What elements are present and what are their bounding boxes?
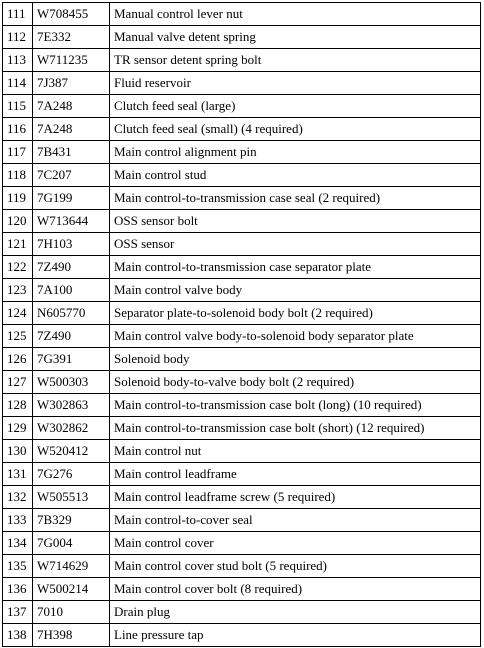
part-number-cell: W520412 <box>33 440 110 463</box>
description-cell: Clutch feed seal (large) <box>110 95 481 118</box>
table-row <box>3 118 481 141</box>
table-row <box>3 141 481 164</box>
description-cell: Main control-to-transmission case bolt (long) (10 required) <box>110 394 481 417</box>
item-number-cell: 137 <box>3 601 33 624</box>
part-number-cell: 7E332 <box>33 26 110 49</box>
description-cell: Main control-to-transmission case separator plate <box>110 256 481 279</box>
description-cell: OSS sensor bolt <box>110 210 481 233</box>
item-number-cell: 127 <box>3 371 33 394</box>
item-number-cell: 121 <box>3 233 33 256</box>
table-row <box>3 3 481 26</box>
part-number-cell: W500303 <box>33 371 110 394</box>
table-row <box>3 95 481 118</box>
part-number-cell: 7Z490 <box>33 256 110 279</box>
description-cell: Main control nut <box>110 440 481 463</box>
description-cell: Main control cover <box>110 532 481 555</box>
table-row <box>3 325 481 348</box>
item-number-cell: 125 <box>3 325 33 348</box>
description-cell: Solenoid body <box>110 348 481 371</box>
description-cell: Main control alignment pin <box>110 141 481 164</box>
part-number-cell: W708455 <box>33 3 110 26</box>
part-number-cell: W713644 <box>33 210 110 233</box>
parts-table <box>2 2 481 647</box>
description-cell: OSS sensor <box>110 233 481 256</box>
item-number-cell: 122 <box>3 256 33 279</box>
item-number-cell: 134 <box>3 532 33 555</box>
item-number-cell: 133 <box>3 509 33 532</box>
table-row <box>3 578 481 601</box>
part-number-cell: N605770 <box>33 302 110 325</box>
table-row <box>3 624 481 647</box>
part-number-cell: W505513 <box>33 486 110 509</box>
description-cell: Main control-to-transmission case bolt (short) (12 required) <box>110 417 481 440</box>
part-number-cell: 7010 <box>33 601 110 624</box>
table-row <box>3 26 481 49</box>
table-row <box>3 486 481 509</box>
table-row <box>3 394 481 417</box>
part-number-cell: W714629 <box>33 555 110 578</box>
table-row <box>3 49 481 72</box>
table-row <box>3 555 481 578</box>
table-row <box>3 164 481 187</box>
table-row <box>3 509 481 532</box>
description-cell: Clutch feed seal (small) (4 required) <box>110 118 481 141</box>
table-row <box>3 210 481 233</box>
part-number-cell: 7B329 <box>33 509 110 532</box>
part-number-cell: 7G276 <box>33 463 110 486</box>
table-row <box>3 302 481 325</box>
part-number-cell: W302862 <box>33 417 110 440</box>
description-cell: Main control-to-transmission case seal (2 required) <box>110 187 481 210</box>
part-number-cell: 7G199 <box>33 187 110 210</box>
description-cell: Manual control lever nut <box>110 3 481 26</box>
description-cell: Main control valve body-to-solenoid body separator plate <box>110 325 481 348</box>
part-number-cell: 7H398 <box>33 624 110 647</box>
table-row <box>3 256 481 279</box>
description-cell: Fluid reservoir <box>110 72 481 95</box>
description-cell: TR sensor detent spring bolt <box>110 49 481 72</box>
item-number-cell: 129 <box>3 417 33 440</box>
item-number-cell: 118 <box>3 164 33 187</box>
item-number-cell: 128 <box>3 394 33 417</box>
item-number-cell: 114 <box>3 72 33 95</box>
table-row <box>3 440 481 463</box>
part-number-cell: 7G004 <box>33 532 110 555</box>
item-number-cell: 119 <box>3 187 33 210</box>
item-number-cell: 113 <box>3 49 33 72</box>
item-number-cell: 117 <box>3 141 33 164</box>
item-number-cell: 124 <box>3 302 33 325</box>
item-number-cell: 111 <box>3 3 33 26</box>
description-cell: Solenoid body-to-valve body bolt (2 required) <box>110 371 481 394</box>
description-cell: Main control stud <box>110 164 481 187</box>
part-number-cell: 7C207 <box>33 164 110 187</box>
table-row <box>3 532 481 555</box>
item-number-cell: 126 <box>3 348 33 371</box>
item-number-cell: 120 <box>3 210 33 233</box>
table-row <box>3 233 481 256</box>
item-number-cell: 130 <box>3 440 33 463</box>
table-row <box>3 463 481 486</box>
part-number-cell: 7H103 <box>33 233 110 256</box>
item-number-cell: 131 <box>3 463 33 486</box>
part-number-cell: 7A248 <box>33 95 110 118</box>
part-number-cell: 7B431 <box>33 141 110 164</box>
table-row <box>3 371 481 394</box>
parts-table-body <box>3 3 481 647</box>
description-cell: Main control cover stud bolt (5 required) <box>110 555 481 578</box>
description-cell: Main control leadframe <box>110 463 481 486</box>
table-row <box>3 72 481 95</box>
description-cell: Separator plate-to-solenoid body bolt (2 required) <box>110 302 481 325</box>
part-number-cell: 7A248 <box>33 118 110 141</box>
part-number-cell: W500214 <box>33 578 110 601</box>
item-number-cell: 138 <box>3 624 33 647</box>
item-number-cell: 123 <box>3 279 33 302</box>
part-number-cell: W302863 <box>33 394 110 417</box>
part-number-cell: 7A100 <box>33 279 110 302</box>
part-number-cell: 7Z490 <box>33 325 110 348</box>
table-row <box>3 279 481 302</box>
item-number-cell: 135 <box>3 555 33 578</box>
item-number-cell: 116 <box>3 118 33 141</box>
description-cell: Main control-to-cover seal <box>110 509 481 532</box>
item-number-cell: 112 <box>3 26 33 49</box>
item-number-cell: 132 <box>3 486 33 509</box>
part-number-cell: 7J387 <box>33 72 110 95</box>
description-cell: Main control leadframe screw (5 required) <box>110 486 481 509</box>
description-cell: Main control valve body <box>110 279 481 302</box>
part-number-cell: W711235 <box>33 49 110 72</box>
item-number-cell: 136 <box>3 578 33 601</box>
item-number-cell: 115 <box>3 95 33 118</box>
table-row <box>3 187 481 210</box>
description-cell: Main control cover bolt (8 required) <box>110 578 481 601</box>
description-cell: Manual valve detent spring <box>110 26 481 49</box>
description-cell: Line pressure tap <box>110 624 481 647</box>
table-row <box>3 417 481 440</box>
table-row <box>3 348 481 371</box>
table-row <box>3 601 481 624</box>
description-cell: Drain plug <box>110 601 481 624</box>
part-number-cell: 7G391 <box>33 348 110 371</box>
